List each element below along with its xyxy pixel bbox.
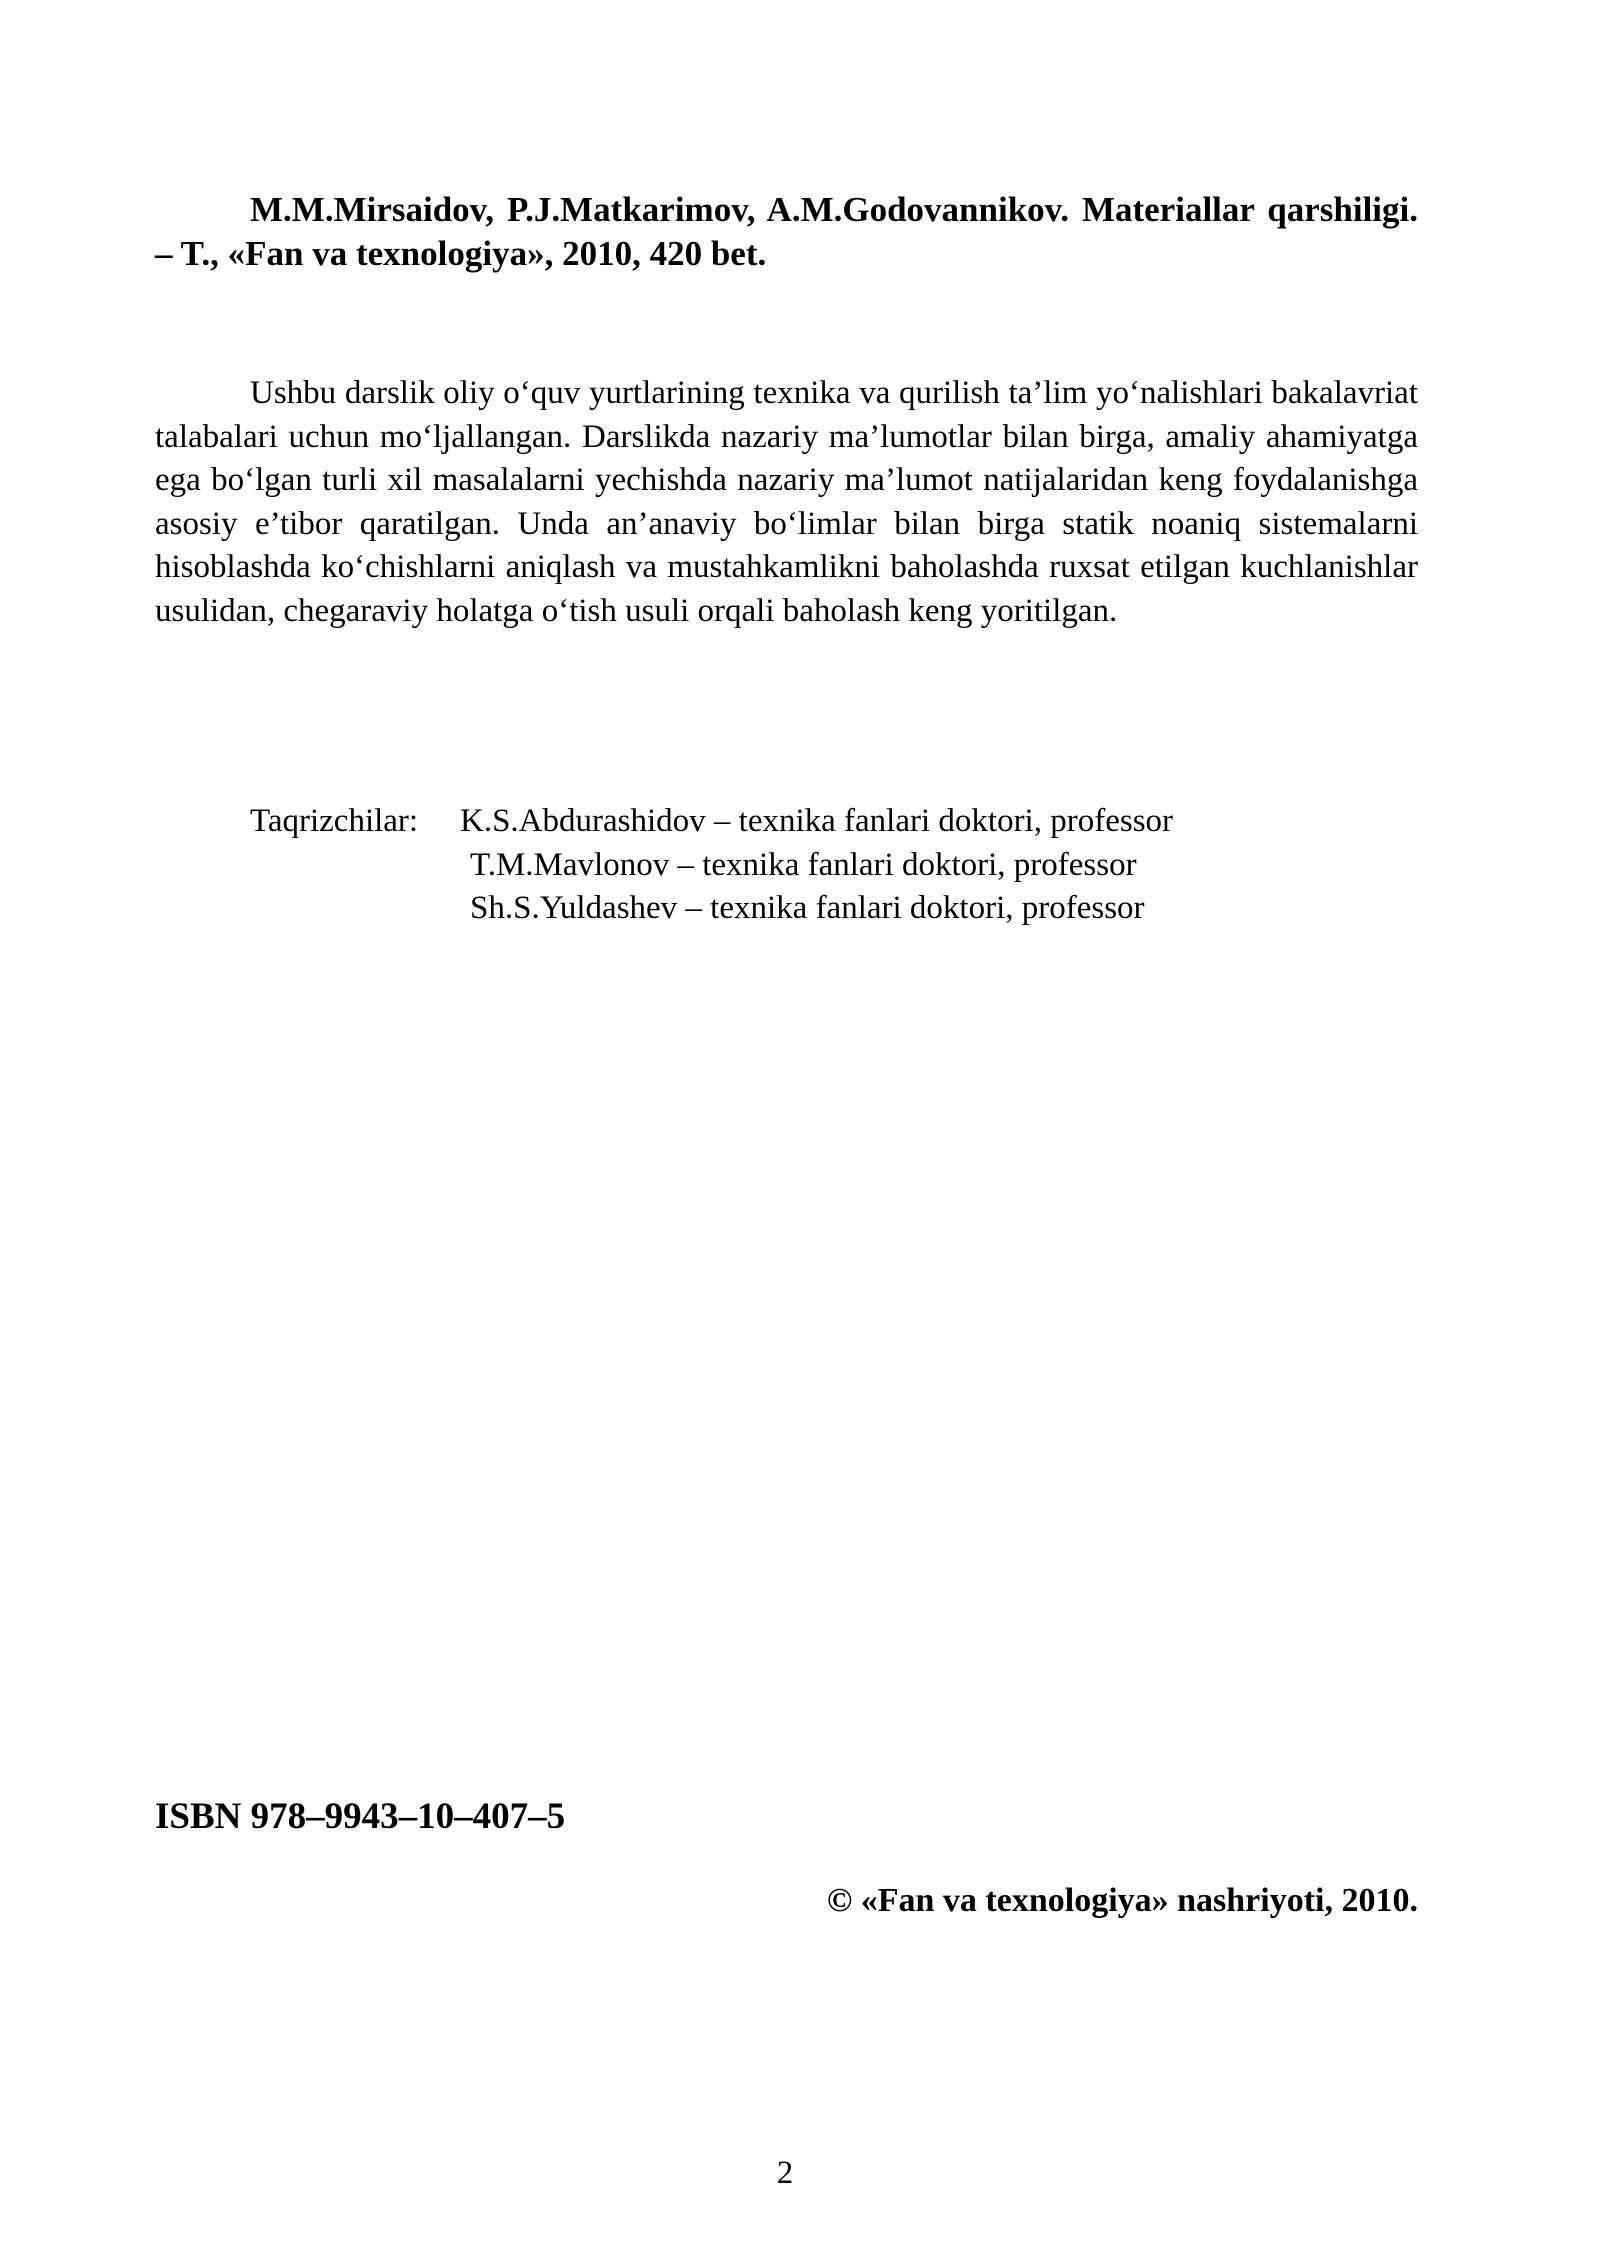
reviewers-block xyxy=(250,800,1173,931)
reviewer-row xyxy=(250,844,1173,888)
reviewers-label: Taqrizchilar: xyxy=(250,803,419,839)
reviewer-row xyxy=(250,800,1173,844)
bibliographic-reference: M.M.Mirsaidov, P.J.Matkarimov, A.M.Godovannikov. Materiallar qarshiligi. – T., «Fan va texnologiya», 2010, 420 bet. xyxy=(155,190,1418,273)
reviewer-entry: T.M.Mavlonov – texnika fanlari doktori, professor xyxy=(470,846,1137,883)
reviewer-row xyxy=(250,887,1173,931)
isbn-number: ISBN 978–9943–10–407–5 xyxy=(155,1796,566,1837)
reviewer-entry: K.S.Abdurashidov – texnika fanlari doktori, professor xyxy=(460,803,1174,839)
page-number: 2 xyxy=(776,2155,794,2191)
reviewer-entry: Sh.S.Yuldashev – texnika fanlari doktori, professor xyxy=(470,890,1145,926)
copyright-notice: © «Fan va texnologiya» nashriyoti, 2010. xyxy=(826,1882,1418,1919)
abstract-paragraph: Ushbu darslik oliy o‘quv yurtlarining texnika va qurilish ta’lim yo‘nalishlari bakalavriat talabalari uchun mo‘ljallangan. Darslikda nazariy ma’lumotlar bilan birga, amaliy ahamiyatga ega bo‘lgan turli xil masalalarni yechishda nazariy ma’lumot natijalaridan keng foydalanishga asosiy e’tibor qaratilgan. Unda an’anaviy bo‘limlar bilan birga statik noaniq sistemalarni hisoblashda ko‘chishlarni aniqlash va mustahkamlikni baholashda ruxsat etilgan kuchlanishlar usulidan, chegaraviy holatga o‘tish usuli orqali baholash keng yoritilgan. xyxy=(155,375,1418,629)
